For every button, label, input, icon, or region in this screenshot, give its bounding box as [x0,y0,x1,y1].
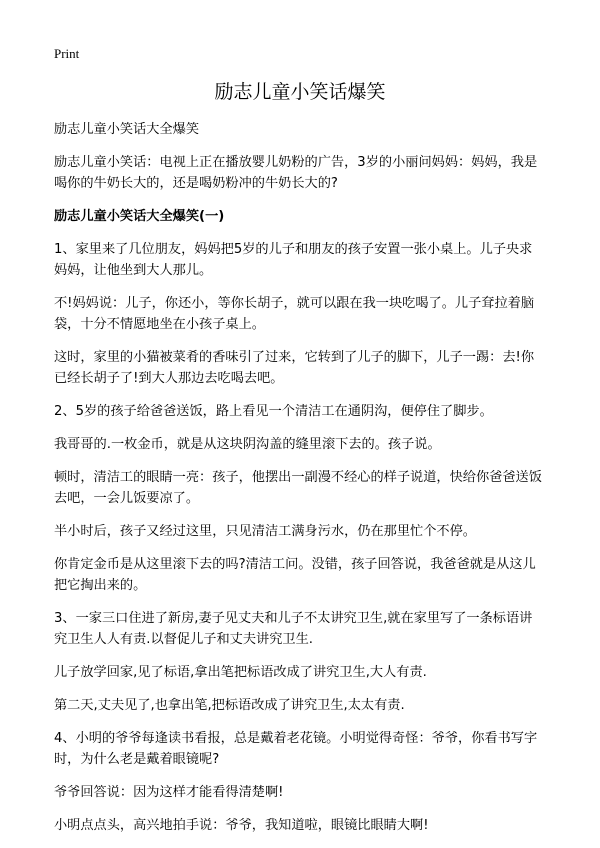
paragraph: 3、一家三口住进了新房,妻子见丈夫和儿子不太讲究卫生,就在家里写了一条标语讲究卫生人人有责.以督促儿子和丈夫讲究卫生. [54,611,533,647]
paragraph: 小明点点头，高兴地拍手说：爷爷，我知道啦，眼镜比眼睛大啊! [54,818,429,833]
paragraph: 儿子放学回家,见了标语,拿出笔把标语改成了讲究卫生,大人有责. [54,665,427,680]
paragraph: 2、5岁的孩子给爸爸送饭，路上看见一个清洁工在通阴沟，便停住了脚步。 [54,404,493,419]
paragraph: 4、小明的爷爷每逢读书看报，总是戴着老花镜。小明觉得奇怪：爷爷，你看书写字时，为什么老是戴着眼镜呢? [54,731,538,767]
paragraph: 爷爷回答说：因为这样才能看得清楚啊! [54,785,284,800]
subtitle-line: 励志儿童小笑话大全爆笑 [54,122,200,137]
paragraph: 这时，家里的小猫被菜肴的香味引了过来，它转到了儿子的脚下，儿子一踢：去!你已经长胡子了!到大人那边去吃喝去吧。 [54,350,535,386]
article-body [54,119,544,848]
page-title: 励志儿童小笑话爆笑 [214,81,386,103]
paragraph: 第二天,丈夫见了,也拿出笔,把标语改成了讲究卫生,太太有责. [54,698,405,713]
intro-paragraph: 励志儿童小笑话：电视上正在播放婴儿奶粉的广告，3岁的小丽问妈妈：妈妈，我是喝你的牛奶长大的，还是喝奶粉冲的牛奶长大的? [54,155,538,191]
paragraph: 不!妈妈说：儿子，你还小，等你长胡子，就可以跟在我一块吃喝了。儿子耷拉着脑袋，十分不情愿地坐在小孩子桌上。 [54,296,535,332]
section-heading: 励志儿童小笑话大全爆笑(一) [54,209,225,224]
print-label[interactable]: Print [54,46,80,61]
paragraph: 顿时，清洁工的眼睛一亮：孩子，他摆出一副漫不经心的样子说道，快给你爸爸送饭去吧，一会儿饭要凉了。 [54,470,542,506]
paragraph: 我哥哥的.一枚金币，就是从这块阴沟盖的缝里滚下去的。孩子说。 [54,437,441,452]
paragraph: 1、家里来了几位朋友，妈妈把5岁的儿子和朋友的孩子安置一张小桌上。儿子央求妈妈，让他坐到大人那儿。 [54,242,533,278]
paragraph: 你肯定金币是从这里滚下去的吗?清洁工问。没错，孩子回答说，我爸爸就是从这儿把它掏出来的。 [54,557,536,593]
paragraph: 半小时后，孩子又经过这里，只见清洁工满身污水，仍在那里忙个不停。 [54,524,476,539]
